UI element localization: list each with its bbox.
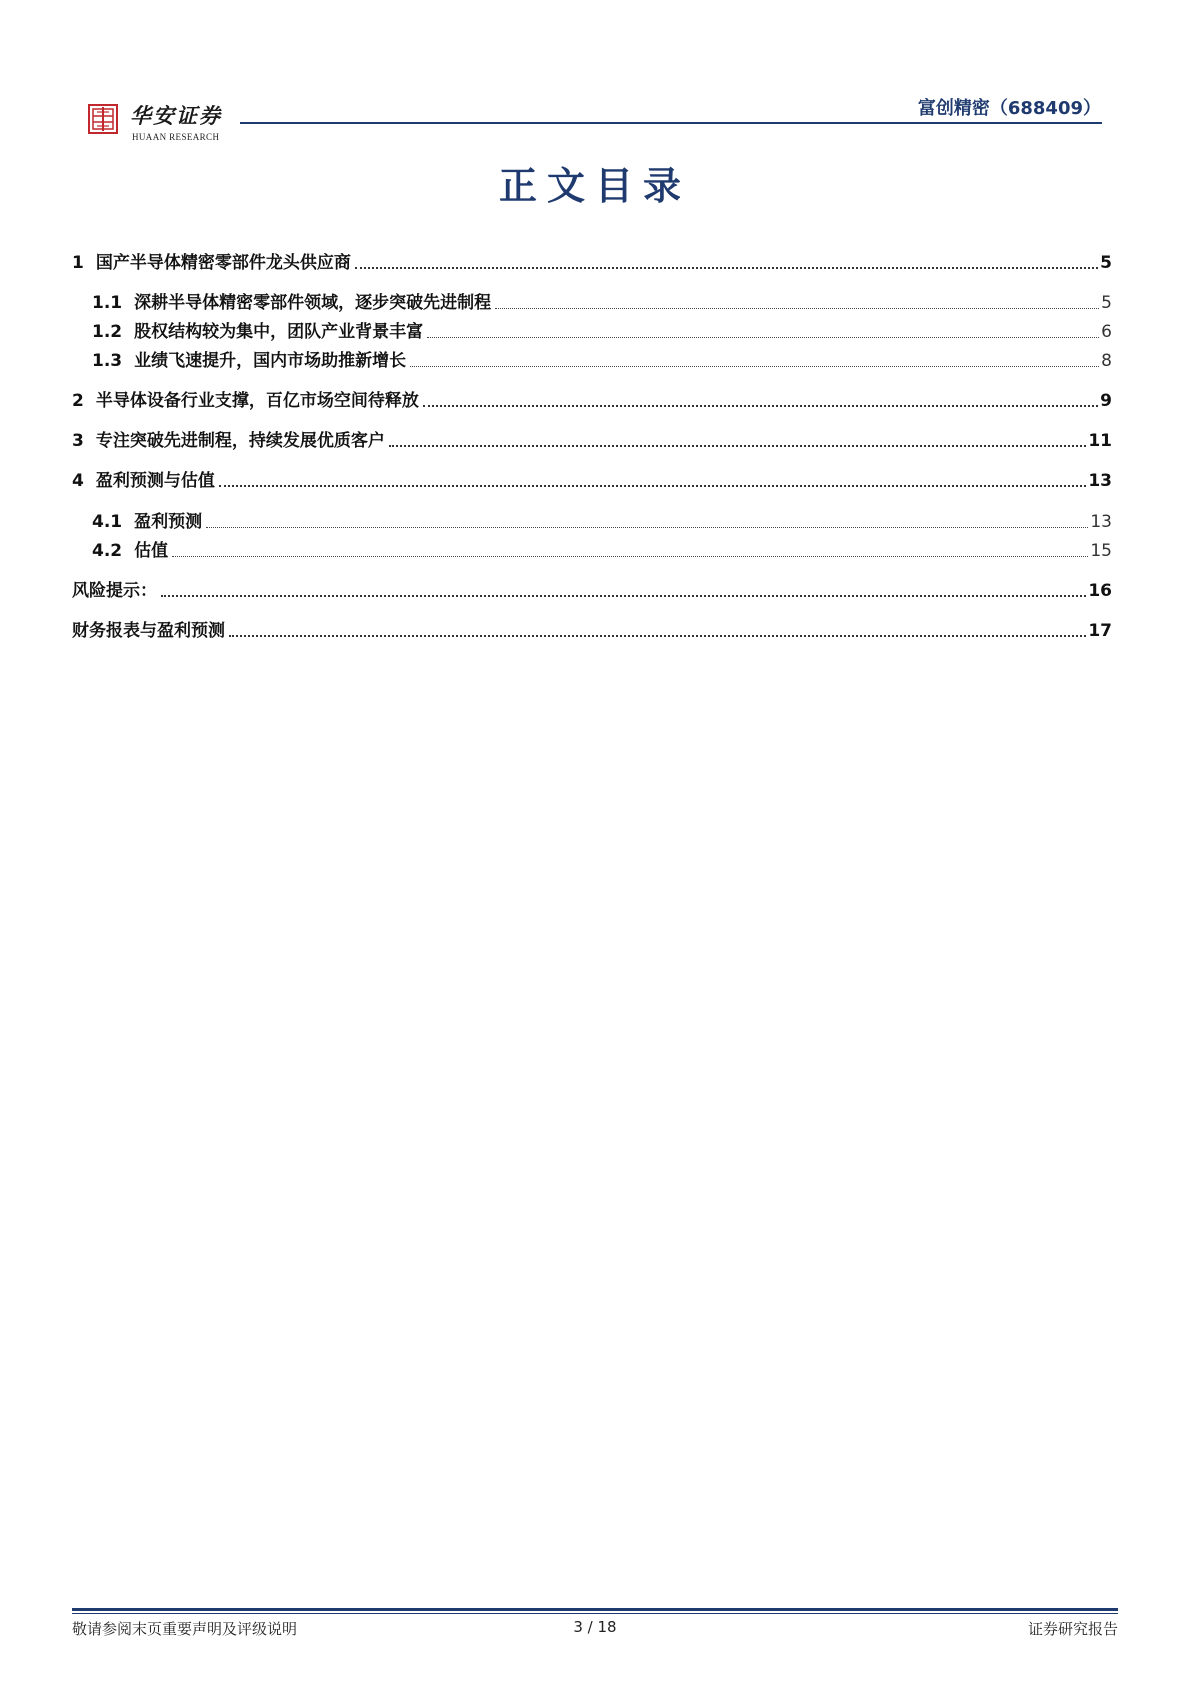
toc-entry-label bbox=[92, 317, 423, 342]
page-header bbox=[0, 0, 1190, 150]
toc-entry-text: 估值 bbox=[134, 541, 169, 561]
toc-entry-number: 4.1 bbox=[92, 512, 123, 532]
toc-dot-leader bbox=[172, 556, 1088, 557]
company-name: 富创精密（688409） bbox=[917, 98, 1101, 119]
logo-subtext: HUAAN RESEARCH bbox=[132, 132, 220, 142]
toc-entry-page: 15 bbox=[1090, 541, 1112, 561]
toc-entry-text: 国产半导体精密零部件龙头供应商 bbox=[95, 253, 351, 273]
toc-entry-text: 股权结构较为集中，团队产业背景丰富 bbox=[134, 322, 424, 342]
toc-entry-label bbox=[92, 507, 202, 532]
toc-dot-leader bbox=[229, 635, 1086, 637]
toc-entry-label bbox=[92, 536, 168, 561]
toc-entry-page: 5 bbox=[1100, 253, 1112, 273]
toc-entry[interactable] bbox=[92, 317, 1112, 342]
toc-entry-number: 2 bbox=[72, 391, 84, 411]
toc-dot-leader bbox=[427, 337, 1099, 338]
toc-entry[interactable] bbox=[92, 507, 1112, 532]
toc-entry-label bbox=[72, 386, 419, 411]
toc-entry-text: 深耕半导体精密零部件领域，逐步突破先进制程 bbox=[134, 293, 492, 313]
toc-entry-text: 业绩飞速提升，国内市场助推新增长 bbox=[134, 351, 407, 371]
toc-entry-text: 半导体设备行业支撑，百亿市场空间待释放 bbox=[95, 391, 419, 411]
toc-entry-number: 1 bbox=[72, 253, 84, 273]
toc-dot-leader bbox=[161, 595, 1086, 597]
toc-entry-number: 1.3 bbox=[92, 351, 123, 371]
page-title: 正文目录 bbox=[498, 163, 691, 208]
toc-entry-number: 4.2 bbox=[92, 541, 123, 561]
toc-entry-page: 5 bbox=[1101, 293, 1112, 313]
toc-dot-leader bbox=[389, 445, 1086, 447]
toc-entry-label bbox=[72, 248, 351, 273]
toc-entry[interactable] bbox=[92, 288, 1112, 313]
toc-entry-number: 1.2 bbox=[92, 322, 123, 342]
toc-dot-leader bbox=[219, 485, 1086, 487]
toc-entry-label bbox=[72, 616, 225, 641]
toc-dot-leader bbox=[410, 366, 1099, 367]
toc-dot-leader bbox=[355, 267, 1098, 269]
toc-entry-number: 1.1 bbox=[92, 293, 123, 313]
toc-entry[interactable] bbox=[72, 386, 1112, 411]
toc-entry-page: 8 bbox=[1101, 351, 1112, 371]
toc-entry-page: 17 bbox=[1088, 621, 1112, 641]
toc-dot-leader bbox=[423, 405, 1098, 407]
footer-divider bbox=[72, 1608, 1118, 1611]
toc-entry-text: 专注突破先进制程，持续发展优质客户 bbox=[95, 431, 385, 451]
toc-entry[interactable] bbox=[72, 616, 1112, 641]
toc-entry-page: 13 bbox=[1090, 512, 1112, 532]
toc-entry-label bbox=[92, 288, 491, 313]
report-type: 证券研究报告 bbox=[1027, 1620, 1118, 1638]
toc-entry-page: 6 bbox=[1101, 322, 1112, 342]
toc-entry-text: 盈利预测与估值 bbox=[95, 471, 215, 491]
logo-text: 华安证券 bbox=[130, 103, 222, 128]
footer-disclaimer: 敬请参阅末页重要声明及评级说明 bbox=[72, 1620, 298, 1638]
toc-entry-page: 13 bbox=[1088, 471, 1112, 491]
toc-dot-leader bbox=[206, 527, 1088, 528]
toc-entry[interactable] bbox=[72, 426, 1112, 451]
toc-entry-text: 风险提示： bbox=[72, 581, 157, 601]
toc-entry[interactable] bbox=[72, 576, 1112, 601]
toc-entry-label bbox=[72, 576, 157, 601]
toc-entry[interactable] bbox=[92, 346, 1112, 371]
toc-entry[interactable] bbox=[92, 536, 1112, 561]
toc-entry-number: 4 bbox=[72, 471, 84, 491]
toc-entry-text: 财务报表与盈利预测 bbox=[72, 621, 225, 641]
huaan-logo-icon bbox=[88, 104, 118, 134]
toc-entry-page: 11 bbox=[1088, 431, 1112, 451]
toc-entry[interactable] bbox=[72, 466, 1112, 491]
toc-entry-label bbox=[72, 466, 215, 491]
page-number: 3 / 18 bbox=[573, 1618, 617, 1636]
toc-entry-label bbox=[72, 426, 385, 451]
toc-entry-page: 9 bbox=[1100, 391, 1112, 411]
toc-entry-text: 盈利预测 bbox=[134, 512, 203, 532]
toc-entry-number: 3 bbox=[72, 431, 84, 451]
toc-entry-label bbox=[92, 346, 406, 371]
footer-divider-thin bbox=[72, 1613, 1118, 1614]
toc-entry-page: 16 bbox=[1088, 581, 1112, 601]
toc-dot-leader bbox=[495, 308, 1099, 309]
toc-entry[interactable] bbox=[72, 248, 1112, 273]
header-divider bbox=[240, 122, 1102, 124]
